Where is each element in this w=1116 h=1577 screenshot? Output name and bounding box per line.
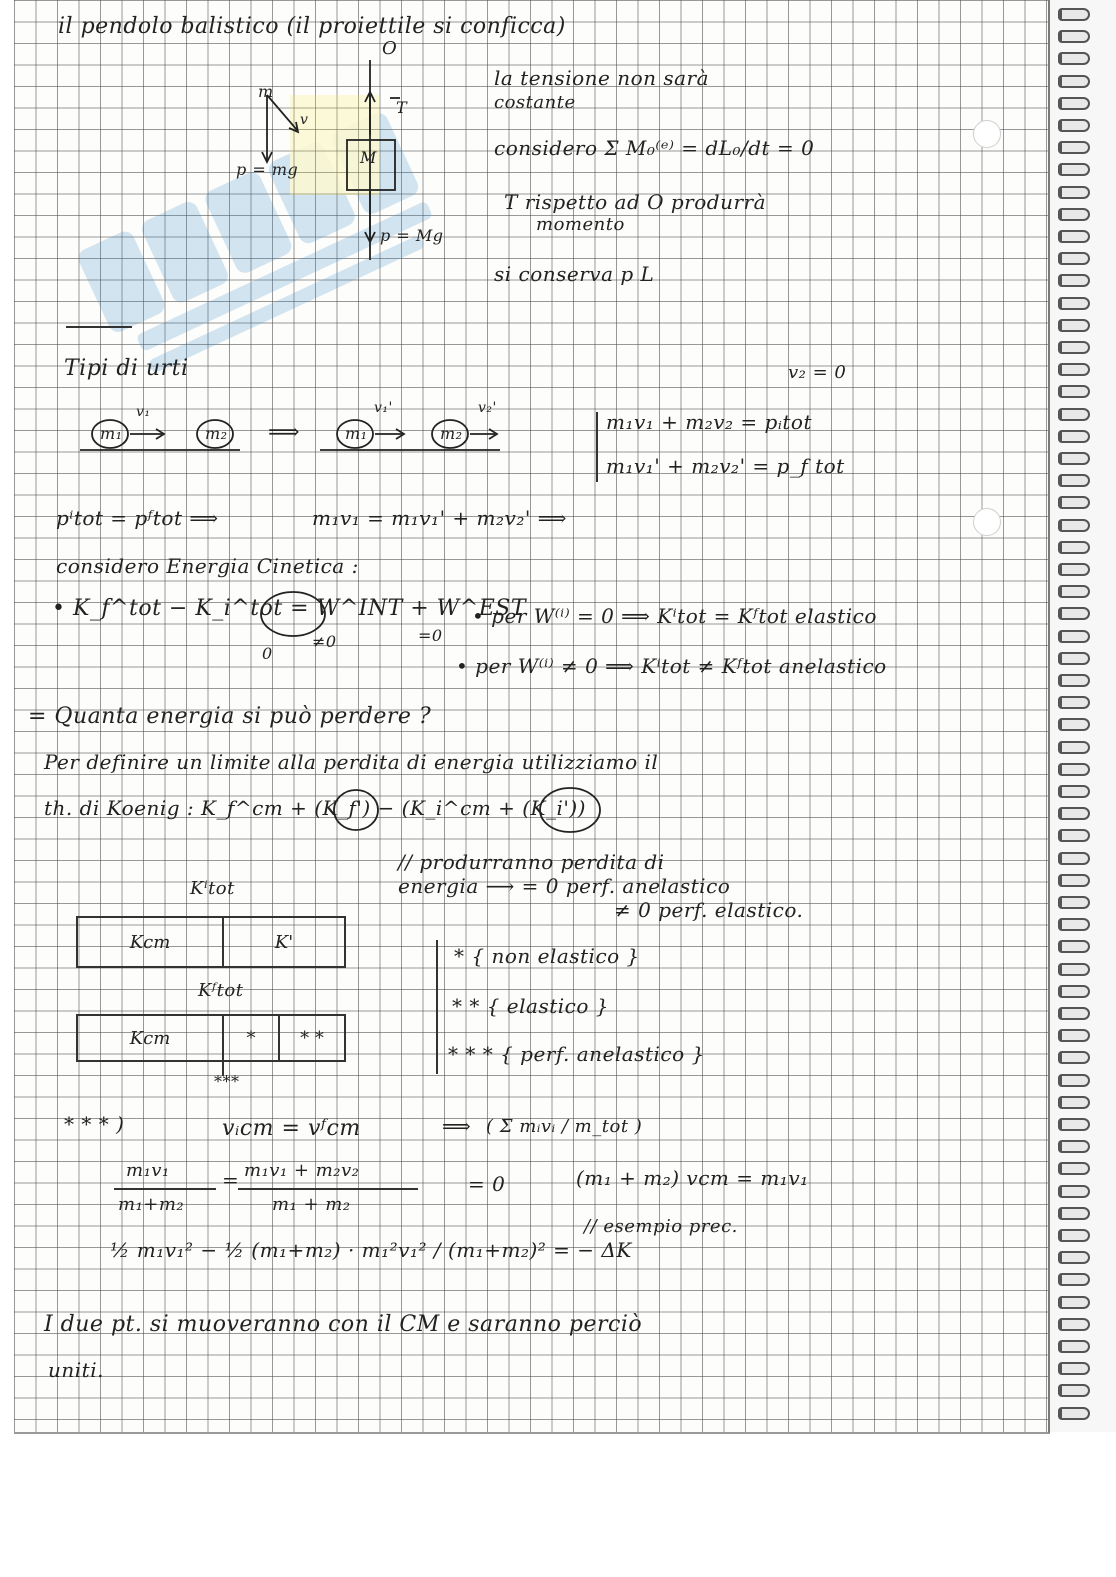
block-weight-label: p = Mg <box>380 226 444 245</box>
block-mass-label: M <box>360 148 377 167</box>
example-note: // esempio prec. <box>584 1216 738 1237</box>
spiral-ring <box>1058 1162 1090 1175</box>
energy-bar-final <box>76 1014 346 1062</box>
spiral-ring <box>1058 1407 1090 1420</box>
spiral-ring <box>1058 1096 1090 1109</box>
bullet-velocity-label: v <box>300 112 309 128</box>
pendulum-note: costante <box>494 92 576 113</box>
spiral-ring <box>1058 696 1090 709</box>
spiral-ring <box>1058 474 1090 487</box>
spiral-ring <box>1058 563 1090 576</box>
energy-loss-question: = Quanta energia si può perdere ? <box>28 704 432 729</box>
conclusion-line: I due pt. si muoveranno con il CM e saranno perciò <box>44 1312 643 1337</box>
spiral-ring <box>1058 1318 1090 1331</box>
fraction-bar <box>114 1188 216 1190</box>
system-bracket <box>596 412 598 482</box>
spiral-ring <box>1058 652 1090 665</box>
velocity-1-after-label: v₁' <box>374 400 393 416</box>
spiral-ring <box>1058 541 1090 554</box>
spiral-ring <box>1058 1251 1090 1264</box>
spiral-ring <box>1058 1340 1090 1353</box>
spiral-ring <box>1058 874 1090 887</box>
kcm-cell: Kcm <box>78 918 224 966</box>
spiral-ring <box>1058 607 1090 620</box>
v2-zero-label: v₂ = 0 <box>788 362 847 383</box>
k-final-label: Kᶠtot <box>198 980 244 1001</box>
spiral-ring <box>1058 940 1090 953</box>
spiral-ring <box>1058 963 1090 976</box>
spiral-ring <box>1058 274 1090 287</box>
velocity-1-label: v₁ <box>136 404 151 420</box>
punch-hole <box>973 120 1001 148</box>
spiral-ring <box>1058 363 1090 376</box>
section-divider <box>66 326 132 328</box>
spiral-ring <box>1058 163 1090 176</box>
momentum-initial-eq: m₁v₁ + m₂v₂ = pᵢtot <box>606 410 812 434</box>
tension-label: T <box>396 98 408 117</box>
spiral-ring <box>1058 1207 1090 1220</box>
spiral-ring <box>1058 119 1090 132</box>
fraction-right-denominator: m₁ + m₂ <box>272 1194 351 1215</box>
kprime-cell: K' <box>274 931 294 953</box>
case-inelastic: • per W⁽ⁱ⁾ ≠ 0 ⟹ Kⁱtot ≠ Kᶠtot anelastico <box>456 654 887 678</box>
momentum-cm-equation: (m₁ + m₂) vcm = m₁v₁ <box>576 1166 809 1190</box>
spiral-ring <box>1058 630 1090 643</box>
fraction-bar <box>238 1188 418 1190</box>
spiral-ring <box>1058 763 1090 776</box>
spiral-ring <box>1058 297 1090 310</box>
spiral-ring <box>1058 8 1090 21</box>
spiral-ring <box>1058 252 1090 265</box>
koenig-note: ≠ 0 perf. elastico. <box>614 898 804 922</box>
conclusion-line: uniti. <box>48 1358 104 1382</box>
kcm-cell: Kcm <box>78 1016 224 1060</box>
bullet-mass-label: m <box>258 82 274 101</box>
spiral-ring <box>1058 52 1090 65</box>
spiral-ring <box>1058 807 1090 820</box>
work-energy-equation: • K_f^tot − K_i^tot = W^INT + W^EST <box>52 596 527 621</box>
spiral-ring <box>1058 741 1090 754</box>
pendulum-note: si conserva p L <box>494 262 655 286</box>
spiral-ring <box>1058 141 1090 154</box>
mass-1-label: m₁ <box>100 424 123 443</box>
spiral-ring <box>1058 1007 1090 1020</box>
triple-star-marker: *** <box>214 1072 240 1091</box>
spiral-ring <box>1058 319 1090 332</box>
mass-2-label: m₂ <box>205 424 228 443</box>
spiral-ring <box>1058 1074 1090 1087</box>
double-star-cell: * * <box>300 1027 324 1049</box>
spiral-ring <box>1058 1118 1090 1131</box>
fraction-left-denominator: m₁+m₂ <box>118 1194 185 1215</box>
spiral-ring <box>1058 519 1090 532</box>
spiral-ring <box>1058 918 1090 931</box>
spiral-ring <box>1058 408 1090 421</box>
spiral-ring <box>1058 1362 1090 1375</box>
implies-arrow: ⟹ <box>268 420 301 445</box>
spiral-ring <box>1058 1296 1090 1309</box>
koenig-note: // produrranno perdita di <box>398 850 665 874</box>
spiral-ring <box>1058 1384 1090 1397</box>
legend-bracket <box>436 940 438 1074</box>
bullet-weight-label: p = mg <box>236 160 299 179</box>
k-prime-circles <box>330 784 610 844</box>
implies-arrow: ⟹ <box>442 1114 472 1138</box>
pendulum-note: considero Σ M₀⁽ᵉ⁾ = dL₀/dt = 0 <box>494 136 815 160</box>
fraction-right-numerator: m₁v₁ + m₂v₂ <box>244 1160 360 1181</box>
koenig-note: energia ⟶ = 0 perf. anelastico <box>398 874 731 898</box>
punch-hole <box>973 508 1001 536</box>
velocity-2-after-label: v₂' <box>478 400 497 416</box>
legend-item: * * { elastico } <box>452 994 609 1018</box>
koenig-equation: th. di Koenig : K_f^cm + (K_f') − (K_i^cm + (K_i')) <box>44 796 586 820</box>
spiral-ring <box>1058 674 1090 687</box>
urti-heading: Tipi di urti <box>64 356 189 381</box>
spiral-ring <box>1058 452 1090 465</box>
spiral-ring <box>1058 30 1090 43</box>
koenig-intro-line: Per definire un limite alla perdita di energia utilizziamo il <box>44 750 659 774</box>
spiral-ring <box>1058 1185 1090 1198</box>
vcm-equality: vᵢcm = vᶠcm <box>222 1116 361 1141</box>
spiral-ring <box>1058 829 1090 842</box>
spiral-ring <box>1058 75 1090 88</box>
spiral-ring <box>1058 230 1090 243</box>
spiral-ring <box>1058 208 1090 221</box>
spiral-ring <box>1058 186 1090 199</box>
spiral-ring <box>1058 97 1090 110</box>
spiral-ring <box>1058 896 1090 909</box>
anelastic-marker: * * * ) <box>64 1112 125 1136</box>
w-int-zero-note: ≠0 <box>312 632 337 651</box>
k-initial-label: Kⁱtot <box>190 878 235 899</box>
pendulum-note: la tensione non sarà <box>494 66 710 90</box>
spiral-ring <box>1058 785 1090 798</box>
fraction-left-numerator: m₁v₁ <box>126 1160 170 1181</box>
spiral-binding <box>1050 0 1116 1432</box>
spiral-ring <box>1058 341 1090 354</box>
spiral-ring <box>1058 585 1090 598</box>
energy-bar-initial <box>76 916 346 968</box>
spiral-ring <box>1058 385 1090 398</box>
momentum-conservation: pⁱtot = pᶠtot ⟹ <box>56 506 219 530</box>
mass-1-after-label: m₁ <box>345 424 368 443</box>
spiral-ring <box>1058 1140 1090 1153</box>
mass-2-after-label: m₂ <box>440 424 463 443</box>
legend-item: * * * { perf. anelastico } <box>448 1042 705 1066</box>
spiral-ring <box>1058 1051 1090 1064</box>
w-est-note: =0 <box>418 626 443 645</box>
energy-loss-equation: ½ m₁v₁² − ½ (m₁+m₂) · m₁²v₁² / (m₁+m₂)² = − ΔK <box>110 1238 632 1262</box>
energia-heading: considero Energia Cinetica : <box>56 554 359 578</box>
w-int-note: 0 <box>262 644 273 663</box>
equals-sign: = <box>222 1168 240 1192</box>
spiral-ring <box>1058 852 1090 865</box>
pendulum-note: T rispetto ad O produrrà <box>504 190 766 214</box>
spiral-ring <box>1058 985 1090 998</box>
momentum-conservation-expanded: m₁v₁ = m₁v₁' + m₂v₂' ⟹ <box>312 506 567 530</box>
spiral-ring <box>1058 1273 1090 1286</box>
momentum-final-eq: m₁v₁' + m₂v₂' = p_f tot <box>606 454 845 478</box>
spiral-ring <box>1058 430 1090 443</box>
spiral-ring <box>1058 1229 1090 1242</box>
vcm-formula: ( Σ mᵢvᵢ / m_tot ) <box>486 1116 643 1137</box>
spiral-ring <box>1058 718 1090 731</box>
implies-zero: = 0 <box>468 1172 506 1196</box>
spiral-ring <box>1058 496 1090 509</box>
case-elastic: • per W⁽ⁱ⁾ = 0 ⟹ Kⁱtot = Kᶠtot elastico <box>472 604 877 628</box>
legend-item: * { non elastico } <box>454 944 640 968</box>
page-title: il pendolo balistico (il proiettile si conficca) <box>58 14 566 39</box>
pendulum-note: momento <box>536 214 625 235</box>
spiral-ring <box>1058 1029 1090 1042</box>
pivot-label: O <box>382 38 398 59</box>
star-cell: * <box>224 1016 280 1060</box>
